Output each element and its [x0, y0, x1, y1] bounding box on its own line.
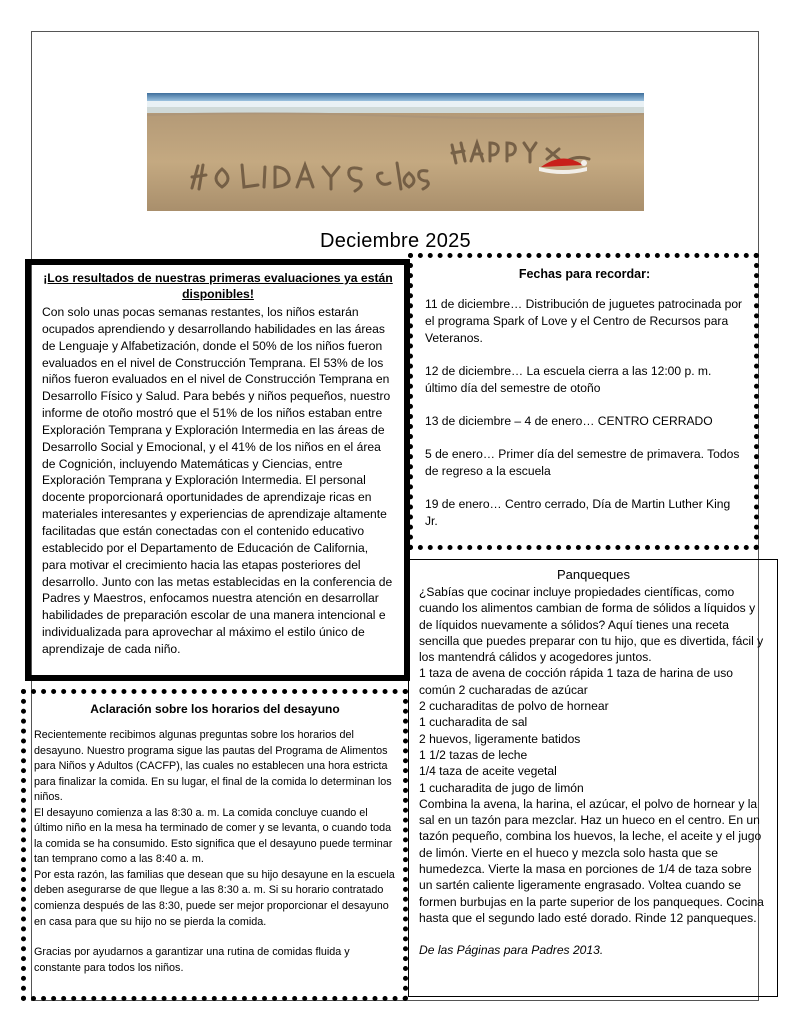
date-item: 13 de diciembre – 4 de enero… CENTRO CERRADO [425, 414, 713, 428]
ingredient-item: 1 taza de avena de cocción rápida 1 taza de harina de uso común 2 cucharadas de azúcar [419, 666, 733, 697]
dates-heading: Fechas para recordar: [518, 267, 651, 281]
breakfast-paragraph-2: El desayuno comienza a las 8:30 a. m. La comida concluye cuando el último niño en la mesa ha terminado de comer y se levanta, o cuando toda la comida se ha consumido. Esto significa que el desayuno puede terminar tan temprano como a las 8:40 a. m. [34, 806, 393, 866]
header-beach-image [147, 93, 644, 211]
date-item: 5 de enero… Primer día del semestre de primavera. Todos de regreso a la escuela [425, 447, 740, 478]
ingredient-item: 1 cucharadita de sal [419, 715, 528, 730]
breakfast-paragraph-4: Gracias por ayudarnos a garantizar una rutina de comidas fluida y constante para todos los niños. [34, 946, 350, 974]
date-item: 11 de diciembre… Distribución de juguetes patrocinada por el programa Spark of Love y el Centro de Recursos para Veteranos. [425, 297, 743, 345]
pancakes-heading: Panqueques [556, 567, 630, 582]
pancakes-intro: ¿Sabías que cocinar incluye propiedades científicas, como cuando los alimentos cambian de forma de sólidos a líquidos y de líquidos nuevamente a sólidos? Aquí tienes una receta sencilla que puedes preparar con tu hijo, que es divertida, fácil y los mantendrá cálidos y acogedores juntos. [419, 585, 764, 665]
assessment-results-box [25, 259, 410, 681]
pancakes-recipe-box [408, 559, 778, 997]
ingredient-item: 1/4 taza de aceite vegetal [419, 764, 557, 779]
ingredient-item: 1 1/2 tazas de leche [419, 747, 528, 762]
date-item: 12 de diciembre… La escuela cierra a las 12:00 p. m. último día del semestre de otoño [425, 364, 712, 395]
pancakes-source: De las Páginas para Padres 2013. [419, 943, 604, 958]
assessment-results-heading: ¡Los resultados de nuestras primeras evaluaciones ya están disponibles! [43, 271, 393, 301]
dates-to-remember-box [408, 253, 759, 550]
pancakes-instructions: Combina la avena, la harina, el azúcar, el polvo de hornear y la sal en un tazón para mezclar. Haz un hueco en el centro. En un tazón pequeño, combina los huevos, la leche, el aceite y el jugo de limón. Vierte en el hueco y mezcla solo hasta que se humedezca. Vierte la masa en porciones de 1/4 de taza sobre un sartén caliente ligeramente engrasado. Voltea cuando se formen burbujas en la parte superior de los panqueques. Cocina hasta que el segundo lado esté dorado. Rinde 12 panqueques. [419, 796, 764, 925]
breakfast-heading: Aclaración sobre los horarios del desayuno [90, 702, 340, 716]
ingredient-item: 1 cucharadita de jugo de limón [419, 780, 584, 795]
breakfast-times-box [21, 689, 408, 1001]
beach-illustration [147, 93, 644, 211]
ingredient-item: 2 huevos, ligeramente batidos [419, 731, 581, 746]
dates-list [425, 296, 744, 530]
ingredients-list [419, 665, 768, 795]
breakfast-paragraph-1: Recientemente recibimos algunas preguntas sobre los horarios del desayuno. Nuestro programa sigue las pautas del Programa de Alimentos para Niños y Adultos (CACFP), las cuales no establecen una hora estricta para finalizar la comida. En su lugar, el final de la comida lo determinan los niños. [34, 729, 392, 804]
month-title: Deciembre 2025 [320, 230, 471, 252]
ingredient-item: 2 cucharaditas de polvo de hornear [419, 699, 609, 714]
breakfast-paragraph-3: Por esta razón, las familias que desean que su hijo desayune en la escuela deben asegurarse de que llegue a las 8:30 a. m. Si su horario contratado comienza después de las 8:30, puede ser mejor proporcionar el desayuno en casa para que su hijo no se pierda la comida. [34, 868, 395, 928]
date-item: 19 de enero… Centro cerrado, Día de Martin Luther King Jr. [425, 497, 731, 528]
assessment-results-body: Con solo unas pocas semanas restantes, los niños estarán ocupados aprendiendo y desarrollando habilidades en las áreas de Lenguaje y Alfabetización, donde el 50% de los niños fueron evaluados en el nivel de Construcción Temprana. El 53% de los niños fueron evaluados en el nivel de Construcción Temprana en Desarrollo Físico y Salud. Para bebés y niños pequeños, nuestro informe de otoño mostró que el 51% de los niños estaban entre Exploración Temprana y Exploración Intermedia en las áreas de Desarrollo Social y Emocional, y el 41% de los niños en el área de Cognición, incluyendo Matemáticas y Ciencias, entre Exploración Temprana y Exploración Intermedia. El personal docente proporcionará oportunidades de aprendizaje ricas en materiales interesantes y experiencias de aprendizaje altamente facilitadas que están conectadas con el contenido educativo establecido por el Departamento de Educación de California, para motivar el crecimiento hacia las etapas posteriores del desarrollo. Junto con las metas establecidas en la conferencia de Padres y Maestros, enfocamos nuestra atención en desarrollar habilidades de preparación escolar de una manera intencional e individualizada para aprovechar al máximo el estilo único de aprendizaje de cada niño. [42, 305, 393, 656]
